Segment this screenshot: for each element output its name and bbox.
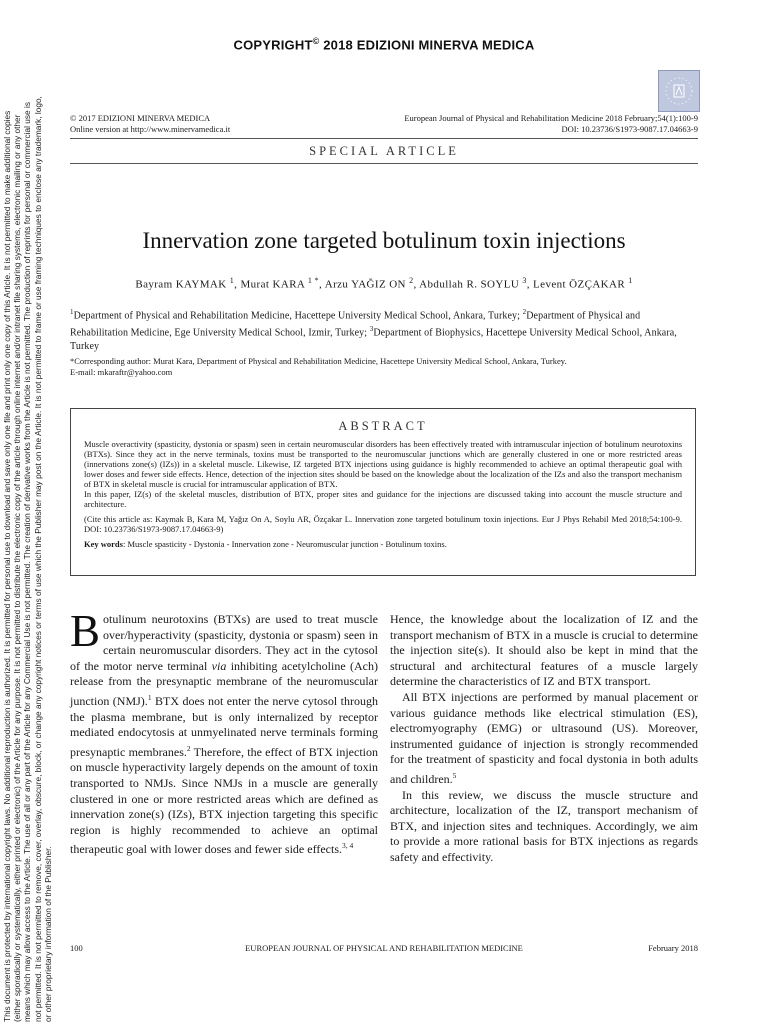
author-affiliation-marker: 1	[229, 276, 235, 285]
corresponding-author-line: *Corresponding author: Murat Kara, Department of Physical and Rehabilitation Medicine, Hacettepe University Medical School, Ankara, Turkey.	[70, 356, 567, 366]
copyright-side-notice	[0, 0, 62, 1024]
article-title: Innervation zone targeted botulinum toxin injections	[142, 228, 626, 253]
reference-marker: 3, 4	[342, 841, 354, 851]
journal-citation-info	[404, 113, 698, 135]
corresponding-email: E-mail: mkaraftr@yahoo.com	[70, 367, 173, 377]
keywords-label: Key words	[84, 539, 123, 549]
section-divider	[70, 163, 698, 164]
reference-marker: 5	[452, 770, 457, 780]
author-affiliation-marker: 3	[522, 276, 527, 285]
side-notice-line: not permitted. It is not permitted to remove, cover, overlay, obscure, block, or change any copyright notices or terms of use which the Publisher may post on the Article. It is not permitted to frame or use framing techniques to enclose any trademark, logo,	[32, 96, 43, 1022]
banner-year-publisher: 2018 EDIZIONI MINERVA MEDICA	[319, 37, 535, 53]
author-name: Arzu YAĞIZ ON	[324, 278, 406, 291]
keywords-list: : Muscle spasticity - Dystonia - Innervation zone - Neuromuscular junction - Botulinum toxins.	[122, 539, 447, 549]
section-label: SPECIAL ARTICLE	[309, 144, 459, 158]
affiliations	[70, 306, 698, 353]
author-affiliation-marker: 1 *	[307, 276, 320, 285]
doi-line: DOI: 10.23736/S1973-9087.17.04663-9	[561, 124, 698, 134]
side-notice-line: This document is protected by international copyright laws. No additional reproduction is authorized. It is permitted for personal use to download and save only one file and print only one copy of this Article. It is not permitted to make additional copies	[2, 110, 12, 1022]
abstract-box	[70, 408, 696, 576]
online-version-line: Online version at http://www.minervamedica.it	[70, 124, 231, 134]
affiliation-marker: 3	[369, 324, 374, 333]
journal-issue-line: European Journal of Physical and Rehabilitation Medicine 2018 February;54(1):100-9	[404, 113, 698, 123]
body-text: inhibiting acetylcholine (Ach) release from the presynaptic membrane of the neuromuscular junction (NMJ).	[70, 658, 378, 708]
drop-cap: B	[70, 606, 101, 656]
author-name: Bayram KAYMAK	[135, 278, 227, 291]
author-affiliation-marker: 1	[628, 276, 633, 285]
affiliation-marker: 1	[70, 308, 74, 316]
affiliation: Department of Physical and Rehabilitation Medicine, Ege University Medical School, Izmir, Turkey;	[70, 310, 641, 339]
abstract-heading: ABSTRACT	[338, 419, 428, 433]
italic-term: via	[211, 658, 227, 673]
author-affiliation-marker: 2	[409, 276, 414, 285]
affiliation: Department of Physical and Rehabilitation Medicine, Hacettepe University Medical School, Ankara, Turkey;	[73, 310, 523, 322]
side-notice-line: (either sporadically or systematically, either printed or electronic) of the Article for any purpose. It is not permitted to distribute the electronic copy of the article through online internet and/or intranet file sharing systems, electronic mailing or any other	[12, 114, 23, 1022]
author-list: Bayram KAYMAK $^1$, Murat KARA $^{1 *}$, Arzu YAĞIZ ON $^2$, Abdullah R. SOYLU $^3$, Levent ÖZÇAKAR $^1$	[135, 276, 633, 291]
affiliation-marker: 2	[522, 308, 527, 316]
body-paragraph	[390, 690, 698, 788]
footer-date: February 2018	[648, 943, 698, 953]
copyright-symbol: ©	[312, 36, 320, 46]
citation-note: (Cite this article as: Kaymak B, Kara M, Yağız On A, Soylu AR, Özçakar L. Innervation zone targeted botulinum toxin injections. Eur J Phys Rehabil Med 2018;54:100-9. DOI: 10.23736/S1973-9087.17.04663-9)	[84, 514, 682, 534]
body-paragraph: Hence, the knowledge about the localization of IZ and the transport mechanism of BTX in a muscle is crucial to determine the injection site(s). It should also be kept in mind that the structural and architectural features of a muscle largely determine the characteristics of IZ and BTX transport.	[390, 612, 698, 689]
body-text: otulinum neurotoxins (BTXs) are used to treat muscle over/hyperactivity (spasticity, dystonia or spasm) seen in certain neuromuscular disorders. They act in the cytosol of the motor nerve terminal	[70, 612, 378, 673]
corresponding-author	[70, 356, 698, 378]
side-notice-line: or other proprietary information of the Publisher.	[42, 846, 53, 1022]
body-paragraph	[70, 606, 379, 858]
body-paragraph: In this review, we discuss the muscle structure and architecture, localization of the IZ, transport mechanism of BTX, and injection sites and techniques. Accordingly, we aim to provide a more rational basis for BTX injections as regards safety and effectivity.	[390, 787, 698, 864]
reference-marker: 2	[186, 743, 191, 753]
body-text: BTX does not enter the nerve cytosol through the plasma membrane, but is only internalized by receptor mediated endocytosis at unmyelinated nerve terminals forming presynaptic membranes.	[70, 693, 378, 759]
body-column-right	[390, 612, 698, 866]
author-name: Abdullah R. SOYLU	[419, 278, 520, 291]
body-text: All BTX injections are performed by manual placement or various guidance methods like electrical stimulation (ES), electromyography (EMG) or ultrasound (US). Moreover, instrumented guidance of injection is strongly recommended for the treatment of spasticity and focal dystonia in both adults and children.	[390, 689, 698, 786]
body-column-left	[70, 606, 379, 858]
body-text: Therefore, the effect of BTX injection on muscle hyperactivity largely depends on the amount of toxin transported to NMJs. Since NMJs in a muscle are generally clustered in one or more restricted areas which are defined as innervation zone(s) (IZs), BTX injection targeting this specific region is highly recommended to achieve an optimal therapeutic goal with lower doses and fewer side effects.	[70, 744, 379, 857]
journal-logo-icon	[658, 70, 700, 112]
keywords	[84, 539, 682, 549]
publisher-line: © 2017 EDIZIONI MINERVA MEDICA	[70, 113, 211, 123]
abstract-paragraph: In this paper, IZ(s) of the skeletal muscles, distribution of BTX, proper sites and guidance for the injections are discussed taking into account the muscle structure and architecture.	[84, 489, 682, 509]
footer-journal-name: EUROPEAN JOURNAL OF PHYSICAL AND REHABILITATION MEDICINE	[245, 943, 523, 953]
reference-marker: 1	[147, 692, 152, 702]
side-notice-line: means which may allow access to the Article. The use of all or any part of the Article for any Commercial Use is not permitted. The creation of derivative works from the Article is not permitted. The production of reprints for personal or commercial use is	[22, 102, 33, 1022]
author-name: Murat KARA	[240, 278, 305, 291]
header-divider	[70, 138, 698, 139]
page-number: 100	[70, 943, 83, 953]
affiliation: Department of Biophysics, Hacettepe University Medical School, Ankara, Turkey	[70, 327, 677, 352]
copyright-banner	[70, 36, 698, 52]
publisher-info	[70, 113, 230, 135]
abstract-paragraph: Muscle overactivity (spasticity, dystonia or spasm) seen in certain neuromuscular disorders has been effectively treated with intramuscular injection of botulinum neurotoxins (BTXs). Since they act in the nerve terminals, toxins must be transported to the neuromuscular junctions which are generally clustered in one or more restricted areas (innervations zone(s) (IZs)) in a skeletal muscle. Likewise, IZ targeted BTX injections using guidance is highly recommended to achieve an optimal therapeutic goal with lower doses and fewer side effects. Hence, detection of the injection sites should be based on the knowledge about the localization of the IZs and also the transport mechanism of BTX in skeletal muscle is crucial for intramuscular application of BTX.	[84, 439, 682, 489]
author-name: Levent ÖZÇAKAR	[533, 278, 626, 291]
banner-text: COPYRIGHT	[233, 37, 313, 53]
